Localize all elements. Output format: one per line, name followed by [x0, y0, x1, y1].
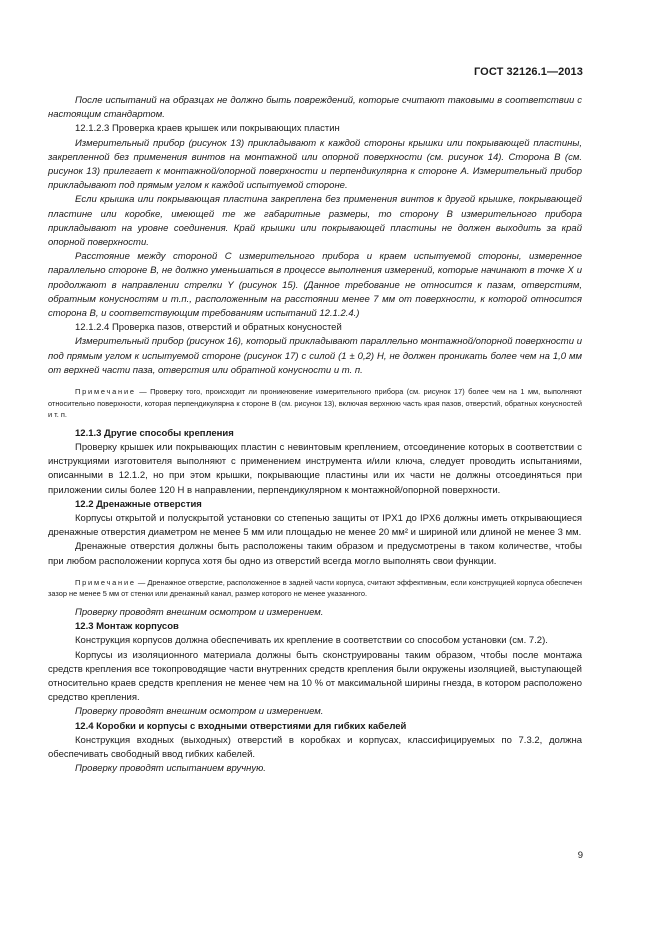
note [48, 386, 582, 421]
paragraph: Расстояние между стороной С измерительного прибора и краем испытуемой стороны, измеренное параллельно стороне В, не должно уменьшаться в процессе выполнения измерений, которые начинают в точке X и продолжают в направлении стрелки Y (рисунок 15). (Данное требование не относится к пазам, отверстиям, обратным конусностям и т.п., расположенным на расстоянии менее 7 мм от поверхности, к которой относится сторона В, и соответствующим требованиям испытаний 12.1.2.4.) [48, 251, 582, 320]
note-label: Примечание [75, 577, 136, 587]
paragraph: Корпусы открытой и полускрытой установки со степенью защиты от IPX1 до IPX6 должны иметь открывающиеся дренажные отверстия диаметром не менее 5 мм или площадью не менее 20 мм² и шириной или длиной не менее 3 мм. [48, 513, 582, 539]
document-id: ГОСТ 32126.1—2013 [473, 66, 583, 78]
paragraph: Дренажные отверстия должны быть расположены таким образом и предусмотрены в таком количестве, чтобы при любом расположении корпуса хотя бы одно из отверстий всегда могло выполнять свои функции. [48, 541, 582, 567]
paragraph: Корпусы из изоляционного материала должны быть сконструированы таким образом, чтобы после монтажа средств крепления все токопроводящие части внутренних средств крепления были окружены изоляцией, выступающей относительно краев средств крепления не менее чем на 10 % от максимальной ширины гнезда, в котором расположено средство крепления. [48, 649, 582, 704]
paragraph: После испытаний на образцах не должно быть повреждений, которые считают таковыми в соответствии с настоящим стандартом. [48, 95, 582, 121]
clause-heading: 12.1.2.4 Проверка пазов, отверстий и обратных конусностей [75, 322, 342, 334]
clause-heading: 12.1.2.3 Проверка краев крышек или покрывающих пластин [75, 123, 340, 135]
note-text: — Проверку того, происходит ли проникновение измерительного прибора (см. рисунок 17) более чем на 1 мм, выполняют относительно поверхности, которая перпендикулярна к стороне В (см. рисунок 13), включая верхнюю часть края пазов, отверстий, обратных конусностей и т. п. [48, 387, 582, 420]
note-label: Примечание [75, 387, 136, 397]
paragraph: Измерительный прибор (рисунок 16), который прикладывают параллельно монтажной/опорной поверхности и под прямым углом к испытуемой стороне (рисунок 17) с силой (1 ± 0,2) Н, не должен проникать более чем на 1,0 мм от верхней части паза, отверстия или обратной конусности и т. п. [48, 336, 582, 376]
paragraph: Проверку крышек или покрывающих пластин с невинтовым креплением, отсоединение которых в соответствии с инструкциями изготовителя выполняют с применением инструмента и/или ключа, следует проводить испытаниями, описанными в 12.1.2, но при этом крышки, покрывающие пластины или их части не должны отсоединяться при приложении силы более 120 Н в направлении, перпендикулярном к монтажной/опорной поверхности. [48, 442, 582, 496]
paragraph: Конструкция корпусов должна обеспечивать их крепление в соответствии со способом установки (см. 7.2). [75, 635, 548, 647]
section-heading: 12.1.3 Другие способы крепления [75, 427, 234, 439]
section-heading: 12.2 Дренажные отверстия [75, 498, 202, 510]
note [48, 577, 582, 600]
document-body [48, 94, 582, 777]
paragraph: Если крышка или покрывающая пластина закреплена без применения винтов к другой крышке, покрывающей пластине или коробке, имеющей те же габаритные размеры, то сторону В измерительного прибора прикладывают на уровне соединения. Край крышки или покрывающей пластины не должен выходить за край опорной поверхности. [48, 194, 582, 249]
paragraph: Измерительный прибор (рисунок 13) прикладывают к каждой стороны крышки или покрывающей пластины, закрепленной без применения винтов на монтажной или опорной поверхности (см. рисунок 14). Сторона В (см. рисунок 13) прилегает к монтажной/опорной поверхности и перпендикулярна к стороне А. Измерительный прибор прикладывают под прямым углом к каждой испытуемой стороне. [48, 137, 582, 192]
paragraph: Проверку проводят испытанием вручную. [75, 763, 266, 775]
section-heading: 12.4 Коробки и корпусы с входными отверстиями для гибких кабелей [75, 720, 407, 732]
note-text: — Дренажное отверстие, расположенное в задней части корпуса, считают эффективным, если конструкцией корпуса обеспечен зазор не менее 5 мм от стенки или дренажный канал, размер которого не менее указанного. [48, 577, 582, 599]
paragraph: Проверку проводят внешним осмотром и измерением. [75, 607, 324, 619]
paragraph: Конструкция входных (выходных) отверстий в коробках и корпусах, классифицируемых по 7.3.2, должна обеспечивать свободный ввод гибких кабелей. [48, 734, 582, 761]
page-number: 9 [577, 850, 583, 861]
paragraph: Проверку проводят внешним осмотром и измерением. [75, 706, 324, 718]
section-heading: 12.3 Монтаж корпусов [75, 621, 179, 633]
